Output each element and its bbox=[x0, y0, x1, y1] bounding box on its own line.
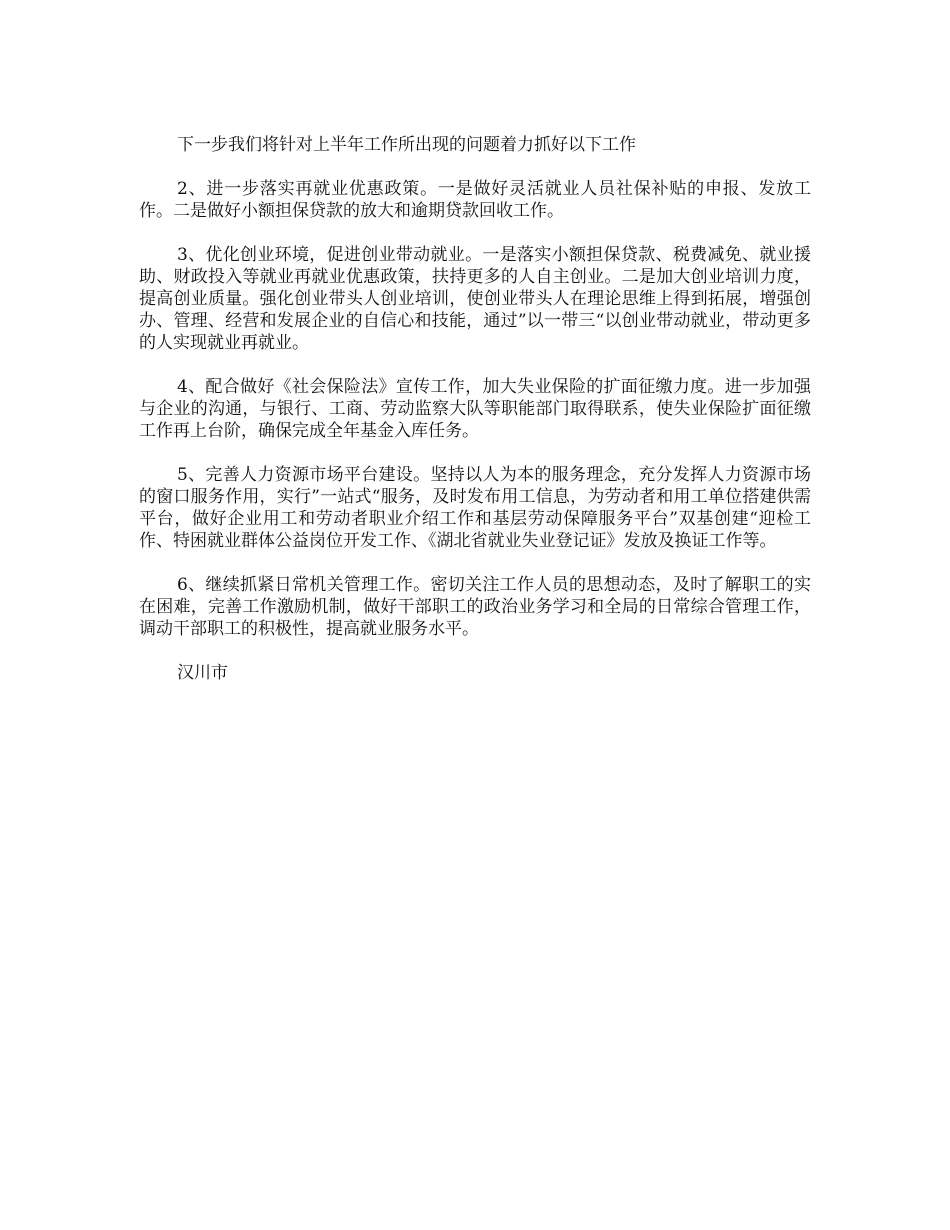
intro-paragraph: 下一步我们将针对上半年工作所出现的问题着力抓好以下工作 bbox=[177, 135, 636, 155]
paragraph-item-5: 5、完善人力资源市场平台建设。坚持以人为本的服务理念，充分发挥人力资源市场的窗口服务作用，实行”一站式“服务，及时发布用工信息，为劳动者和用工单位搭建供需平台，做好企业用工和劳动者职业介绍工作和基层劳动保障服务平台”双基创建“迎检工作、特困就业群体公益岗位开发工作、《湖北省就业失业登记证》发放及换证工作等。 bbox=[139, 465, 811, 551]
document-body bbox=[139, 134, 811, 706]
signature-city: 汉川市 bbox=[177, 663, 228, 683]
paragraph-item-6: 6、继续抓紧日常机关管理工作。密切关注工作人员的思想动态，及时了解职工的实在困难，完善工作激励机制，做好干部职工的政治业务学习和全局的日常综合管理工作，调动干部职工的积极性，提高就业服务水平。 bbox=[139, 575, 811, 639]
paragraph-item-4: 4、配合做好《社会保险法》宣传工作，加大失业保险的扩面征缴力度。进一步加强与企业的沟通，与银行、工商、劳动监察大队等职能部门取得联系，使失业保险扩面征缴工作再上台阶，确保完成全年基金入库任务。 bbox=[139, 377, 811, 441]
paragraph-item-2: 2、进一步落实再就业优惠政策。一是做好灵活就业人员社保补贴的申报、发放工作。二是做好小额担保贷款的放大和逾期贷款回收工作。 bbox=[139, 179, 811, 221]
paragraph-item-3: 3、优化创业环境，促进创业带动就业。一是落实小额担保贷款、税费减免、就业援助、财政投入等就业再就业优惠政策，扶持更多的人自主创业。二是加大创业培训力度，提高创业质量。强化创业带头人创业培训，使创业带头人在理论思维上得到拓展，增强创办、管理、经营和发展企业的自信心和技能，通过”以一带三“以创业带动就业，带动更多的人实现就业再就业。 bbox=[139, 245, 811, 353]
